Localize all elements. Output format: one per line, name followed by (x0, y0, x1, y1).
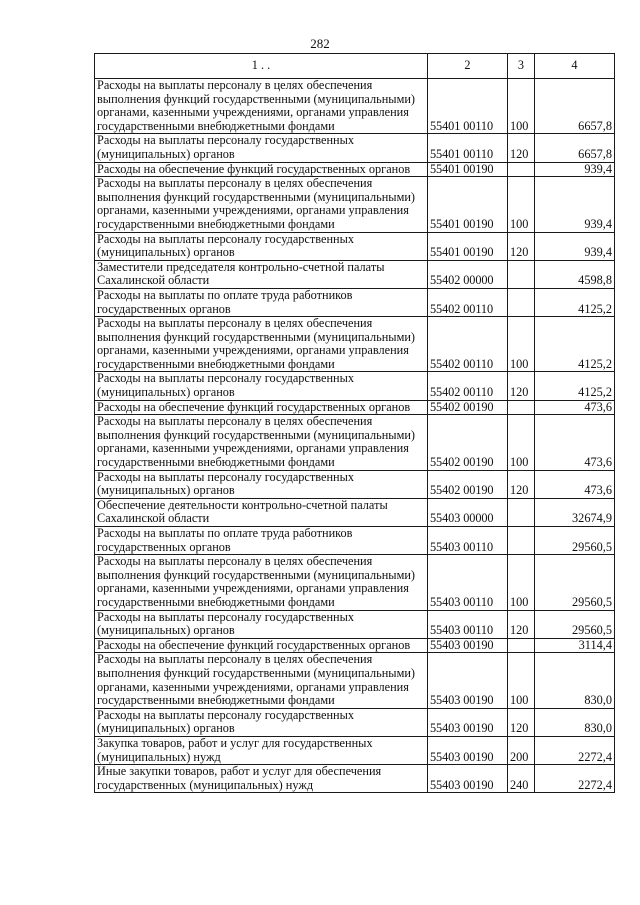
row-type: 100 (508, 177, 535, 232)
row-amount: 473,6 (535, 470, 615, 498)
row-type: 100 (508, 653, 535, 708)
row-type: 120 (508, 610, 535, 638)
row-type: 120 (508, 134, 535, 162)
row-amount: 473,6 (535, 415, 615, 470)
row-amount: 939,4 (535, 177, 615, 232)
row-name: Закупка товаров, работ и услуг для государственных (муниципальных) нужд (95, 736, 428, 764)
row-name: Расходы на выплаты персоналу в целях обеспечения выполнения функций государственными (муниципальными) органами, казенными учреждениями, органами управления государственными внебюджетными фондами (95, 555, 428, 610)
row-name: Иные закупки товаров, работ и услуг для обеспечения государственных (муниципальных) нужд (95, 765, 428, 793)
row-name: Расходы на выплаты персоналу государственных (муниципальных) органов (95, 708, 428, 736)
row-name: Расходы на выплаты персоналу государственных (муниципальных) органов (95, 470, 428, 498)
row-code: 55402 00190 (428, 470, 508, 498)
row-code: 55402 00190 (428, 400, 508, 415)
row-type: 200 (508, 736, 535, 764)
header-cell-amount: 4 (535, 54, 615, 79)
table-row (95, 708, 615, 736)
row-type: 100 (508, 555, 535, 610)
table-row (95, 232, 615, 260)
row-name: Расходы на выплаты персоналу государственных (муниципальных) органов (95, 372, 428, 400)
header-cell-code: 2 (428, 54, 508, 79)
row-code: 55402 00110 (428, 288, 508, 316)
row-type (508, 400, 535, 415)
row-name: Обеспечение деятельности контрольно-счетной палаты Сахалинской области (95, 498, 428, 526)
table-row (95, 134, 615, 162)
row-type: 240 (508, 765, 535, 793)
row-name: Расходы на выплаты персоналу в целях обеспечения выполнения функций государственными (муниципальными) органами, казенными учреждениями, органами управления государственными внебюджетными фондами (95, 177, 428, 232)
row-amount: 29560,5 (535, 527, 615, 555)
row-amount: 32674,9 (535, 498, 615, 526)
row-code: 55401 00110 (428, 134, 508, 162)
row-name: Расходы на выплаты персоналу в целях обеспечения выполнения функций государственными (муниципальными) органами, казенными учреждениями, органами управления государственными внебюджетными фондами (95, 653, 428, 708)
row-code: 55403 00000 (428, 498, 508, 526)
row-amount: 6657,8 (535, 134, 615, 162)
table-row (95, 260, 615, 288)
row-amount: 830,0 (535, 653, 615, 708)
row-amount: 6657,8 (535, 79, 615, 134)
row-amount: 939,4 (535, 232, 615, 260)
page-number: 282 (310, 36, 330, 51)
row-type: 120 (508, 470, 535, 498)
row-name: Расходы на выплаты персоналу в целях обеспечения выполнения функций государственными (муниципальными) органами, казенными учреждениями, органами управления государственными внебюджетными фондами (95, 79, 428, 134)
row-name: Расходы на обеспечение функций государственных органов (95, 162, 428, 177)
row-name: Расходы на выплаты персоналу в целях обеспечения выполнения функций государственными (муниципальными) органами, казенными учреждениями, органами управления государственными внебюджетными фондами (95, 415, 428, 470)
table-row (95, 79, 615, 134)
row-amount: 3114,4 (535, 638, 615, 653)
row-type: 100 (508, 79, 535, 134)
row-amount: 29560,5 (535, 610, 615, 638)
row-code: 55403 00110 (428, 610, 508, 638)
row-amount: 4125,2 (535, 372, 615, 400)
row-code: 55403 00190 (428, 736, 508, 764)
table-row (95, 555, 615, 610)
row-amount: 4598,8 (535, 260, 615, 288)
row-name: Расходы на выплаты персоналу в целях обеспечения выполнения функций государственными (муниципальными) органами, казенными учреждениями, органами управления государственными внебюджетными фондами (95, 317, 428, 372)
table-row (95, 653, 615, 708)
table-row (95, 177, 615, 232)
row-amount: 4125,2 (535, 288, 615, 316)
row-code: 55403 00190 (428, 708, 508, 736)
row-code: 55403 00190 (428, 638, 508, 653)
row-name: Расходы на выплаты по оплате труда работников государственных органов (95, 288, 428, 316)
table-row (95, 415, 615, 470)
row-code: 55401 00190 (428, 162, 508, 177)
table-row (95, 400, 615, 415)
row-amount: 4125,2 (535, 317, 615, 372)
row-type: 120 (508, 232, 535, 260)
table-row (95, 317, 615, 372)
row-code: 55401 00190 (428, 177, 508, 232)
row-code: 55402 00110 (428, 317, 508, 372)
table-row (95, 736, 615, 764)
row-type (508, 288, 535, 316)
row-type: 120 (508, 372, 535, 400)
row-name: Расходы на выплаты персоналу государственных (муниципальных) органов (95, 232, 428, 260)
row-type (508, 162, 535, 177)
row-code: 55401 00190 (428, 232, 508, 260)
row-code: 55403 00110 (428, 527, 508, 555)
row-type: 120 (508, 708, 535, 736)
row-code: 55403 00110 (428, 555, 508, 610)
row-code: 55402 00110 (428, 372, 508, 400)
row-code: 55401 00110 (428, 79, 508, 134)
table-row (95, 288, 615, 316)
table-row (95, 527, 615, 555)
row-type: 100 (508, 415, 535, 470)
row-type (508, 260, 535, 288)
row-amount: 29560,5 (535, 555, 615, 610)
row-amount: 2272,4 (535, 765, 615, 793)
table-body (95, 79, 615, 793)
row-code: 55402 00190 (428, 415, 508, 470)
table-row (95, 498, 615, 526)
row-type: 100 (508, 317, 535, 372)
row-code: 55402 00000 (428, 260, 508, 288)
budget-table (94, 53, 615, 793)
table-row (95, 610, 615, 638)
table-row (95, 162, 615, 177)
row-name: Расходы на обеспечение функций государственных органов (95, 400, 428, 415)
row-name: Заместители председателя контрольно-счетной палаты Сахалинской области (95, 260, 428, 288)
table-row (95, 470, 615, 498)
header-cell-name: 1 . . (95, 54, 428, 79)
row-amount: 473,6 (535, 400, 615, 415)
row-name: Расходы на выплаты персоналу государственных (муниципальных) органов (95, 610, 428, 638)
row-amount: 939,4 (535, 162, 615, 177)
row-amount: 830,0 (535, 708, 615, 736)
table-row (95, 638, 615, 653)
header-cell-type: 3 (508, 54, 535, 79)
row-name: Расходы на выплаты персоналу государственных (муниципальных) органов (95, 134, 428, 162)
row-amount: 2272,4 (535, 736, 615, 764)
table-row (95, 765, 615, 793)
row-name: Расходы на обеспечение функций государственных органов (95, 638, 428, 653)
row-code: 55403 00190 (428, 653, 508, 708)
row-code: 55403 00190 (428, 765, 508, 793)
row-type (508, 638, 535, 653)
row-type (508, 527, 535, 555)
header-row (95, 54, 615, 79)
row-name: Расходы на выплаты по оплате труда работников государственных органов (95, 527, 428, 555)
table-row (95, 372, 615, 400)
row-type (508, 498, 535, 526)
